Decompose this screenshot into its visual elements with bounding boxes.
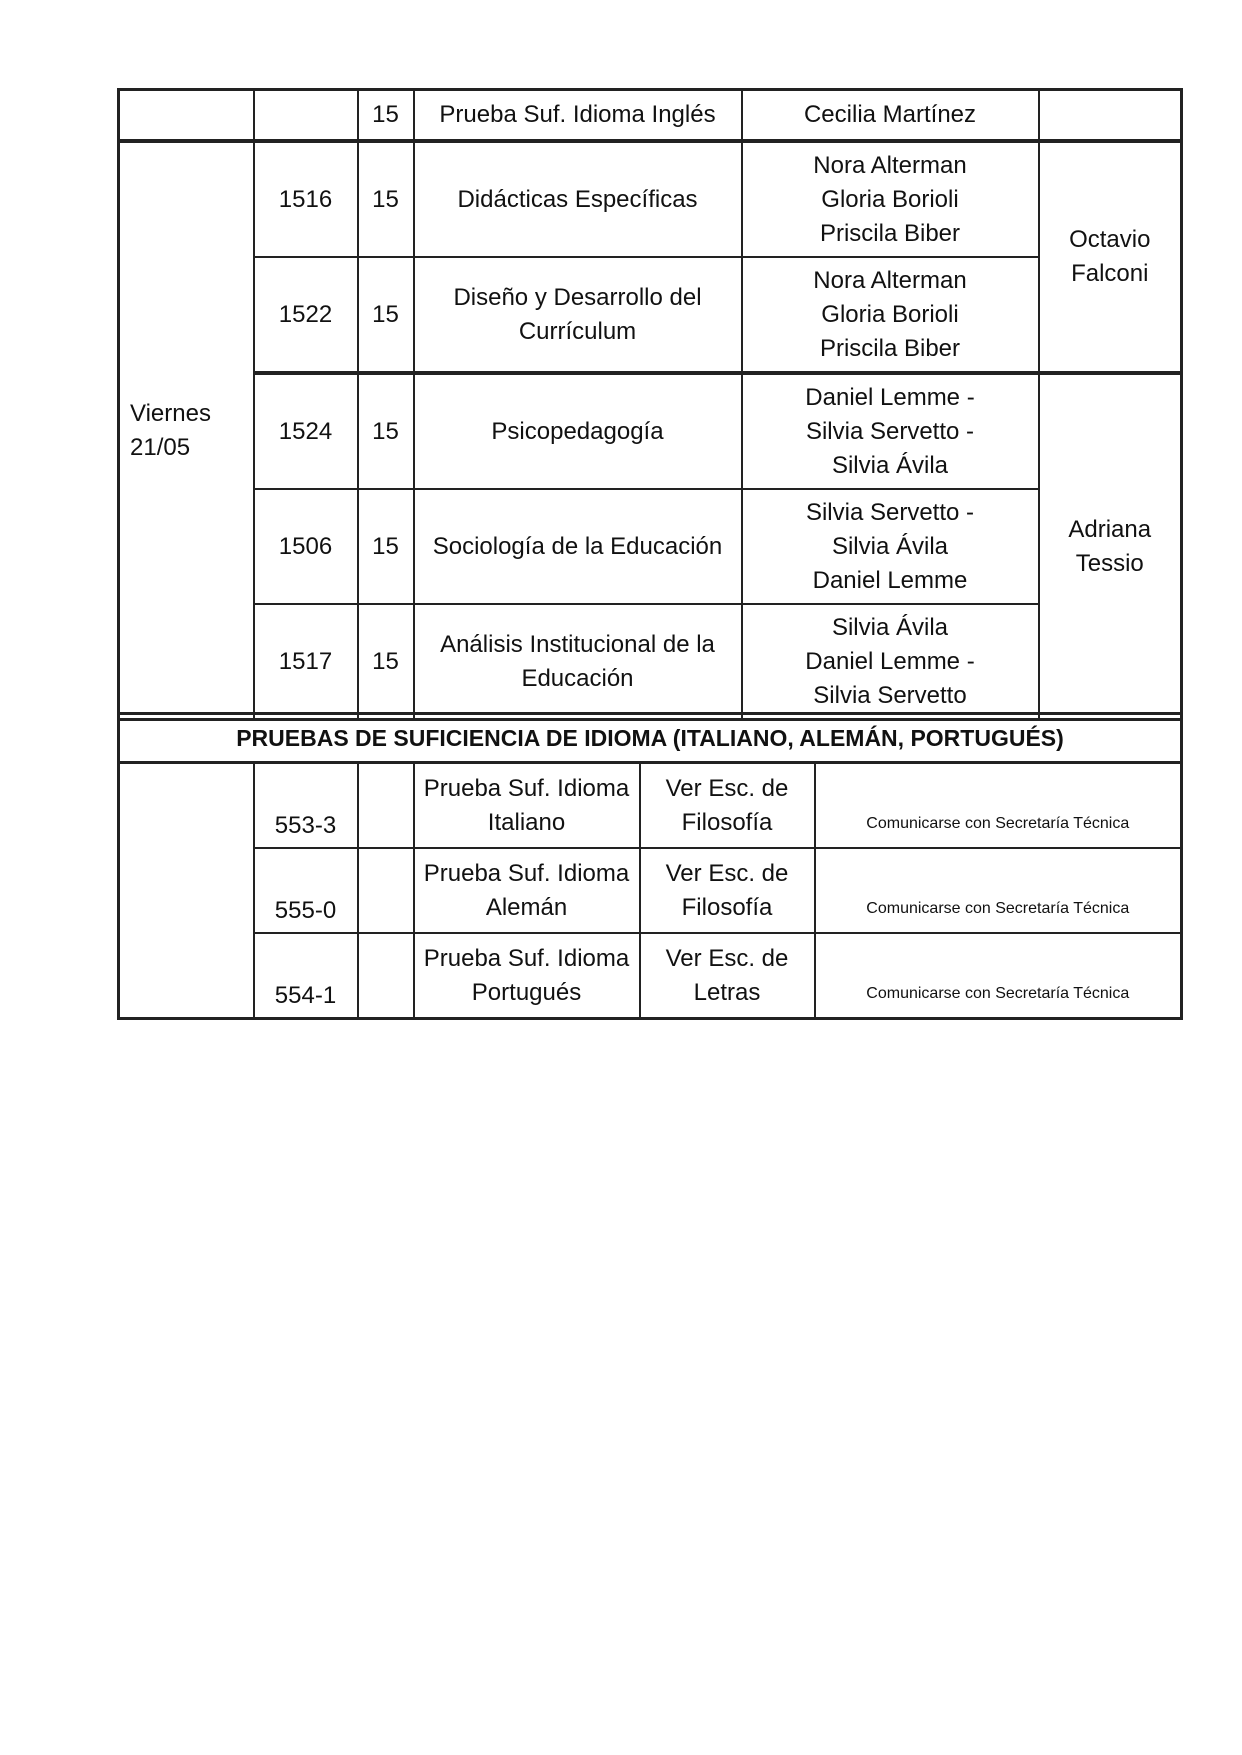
language-tests-table — [117, 712, 1183, 1020]
code-cell: 1522 — [254, 257, 358, 373]
subject-cell: Diseño y Desarrollo del Currículum — [414, 257, 742, 373]
group-cell: 15 — [358, 141, 414, 257]
table-row — [119, 141, 1182, 257]
coordinator-cell: Adriana Tessio — [1039, 373, 1182, 720]
subject-cell: Prueba Suf. Idioma Alemán — [414, 848, 640, 933]
place-cell: Ver Esc. de Filosofía — [640, 848, 815, 933]
group-cell — [358, 933, 414, 1019]
group-cell: 15 — [358, 90, 414, 142]
subject-cell: Prueba Suf. Idioma Inglés — [414, 90, 742, 142]
subject-cell: Análisis Institucional de la Educación — [414, 604, 742, 720]
professors-cell: Daniel Lemme - Silvia Servetto - Silvia Ávila — [742, 373, 1039, 489]
subject-cell: Didácticas Específicas — [414, 141, 742, 257]
day-cell: Viernes 21/05 — [119, 141, 254, 720]
note-cell: Comunicarse con Secretaría Técnica — [815, 933, 1182, 1019]
table-row — [119, 933, 1182, 1019]
table-row — [119, 848, 1182, 933]
coordinator-cell — [1039, 90, 1182, 142]
code-cell: 1524 — [254, 373, 358, 489]
professors-cell: Nora Alterman Gloria Borioli Priscila Biber — [742, 257, 1039, 373]
table-row — [119, 604, 1182, 720]
code-cell: 553-3 — [254, 763, 358, 849]
professors-cell: Silvia Ávila Daniel Lemme - Silvia Servetto — [742, 604, 1039, 720]
note-cell: Comunicarse con Secretaría Técnica — [815, 848, 1182, 933]
professors-cell: Silvia Servetto - Silvia Ávila Daniel Lemme — [742, 489, 1039, 604]
code-cell: 555-0 — [254, 848, 358, 933]
table-row — [119, 90, 1182, 142]
code-cell: 1506 — [254, 489, 358, 604]
table-row — [119, 489, 1182, 604]
table-row — [119, 763, 1182, 849]
code-cell: 1516 — [254, 141, 358, 257]
coordinator-cell: Octavio Falconi — [1039, 141, 1182, 373]
note-cell: Comunicarse con Secretaría Técnica — [815, 763, 1182, 849]
group-cell: 15 — [358, 604, 414, 720]
place-cell: Ver Esc. de Letras — [640, 933, 815, 1019]
group-cell — [358, 848, 414, 933]
group-cell: 15 — [358, 373, 414, 489]
code-cell: 554-1 — [254, 933, 358, 1019]
day-cell — [119, 763, 254, 1019]
group-cell — [358, 763, 414, 849]
group-cell: 15 — [358, 489, 414, 604]
place-cell: Ver Esc. de Filosofía — [640, 763, 815, 849]
day-cell — [119, 90, 254, 142]
professors-cell: Nora Alterman Gloria Borioli Priscila Biber — [742, 141, 1039, 257]
subject-cell: Prueba Suf. Idioma Portugués — [414, 933, 640, 1019]
code-cell: 1517 — [254, 604, 358, 720]
code-cell — [254, 90, 358, 142]
professors-cell: Cecilia Martínez — [742, 90, 1039, 142]
section-title: PRUEBAS DE SUFICIENCIA DE IDIOMA (ITALIANO, ALEMÁN, PORTUGUÉS) — [119, 714, 1182, 763]
exam-schedule-table — [117, 88, 1183, 721]
subject-cell: Prueba Suf. Idioma Italiano — [414, 763, 640, 849]
subject-cell: Psicopedagogía — [414, 373, 742, 489]
subject-cell: Sociología de la Educación — [414, 489, 742, 604]
group-cell: 15 — [358, 257, 414, 373]
table-row — [119, 714, 1182, 763]
table-row — [119, 257, 1182, 373]
table-row — [119, 373, 1182, 489]
